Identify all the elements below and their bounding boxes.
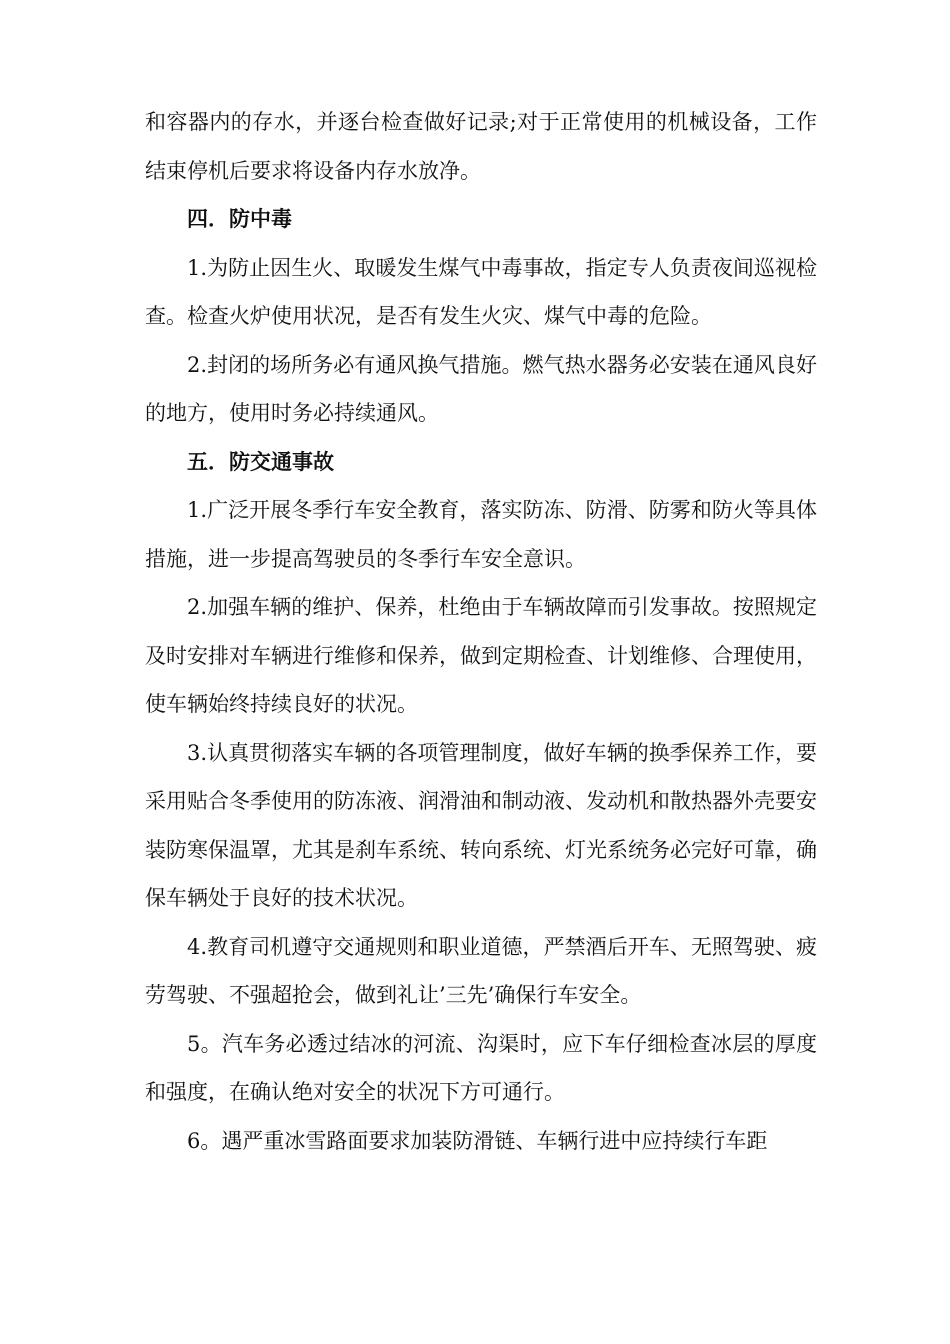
continuation-paragraph: 和容器内的存水，并逐台检查做好记录;对于正常使用的机械设备，工作结束停机后要求将设备内存水放净。 [145,110,817,183]
section-heading-poisoning: 四．防中毒 [187,207,292,231]
section-heading-traffic: 五．防交通事故 [187,449,334,474]
traffic-item-1: 1.广泛开展冬季行车安全教育，落实防冻、防滑、防雾和防火等具体措施，进一步提高驾驶员的冬季行车安全意识。 [145,498,817,571]
traffic-item-5: 5。汽车务必透过结冰的河流、沟渠时，应下车仔细检查冰层的厚度和强度，在确认绝对安全的状况下方可通行。 [145,1031,817,1104]
traffic-item-4: 4.教育司机遵守交通规则和职业道德，严禁酒后开车、无照驾驶、疲劳驾驶、不强超抢会，做到礼让’三先’确保行车安全。 [145,934,817,1007]
traffic-item-3: 3.认真贯彻落实车辆的各项管理制度，做好车辆的换季保养工作，要采用贴合冬季使用的防冻液、润滑油和制动液、发动机和散热器外壳要安装防寒保温罩，尤其是刹车系统、转向系统、灯光系统务必完好可靠，确保车辆处于良好的技术状况。 [145,740,817,910]
document-body [145,98,817,1165]
traffic-item-2: 2.加强车辆的维护、保养，杜绝由于车辆故障而引发事故。按照规定及时安排对车辆进行维修和保养，做到定期检查、计划维修、合理使用，使车辆始终持续良好的状况。 [145,595,817,716]
poisoning-item-1: 1.为防止因生火、取暖发生煤气中毒事故，指定专人负责夜间巡视检查。检查火炉使用状况，是否有发生火灾、煤气中毒的危险。 [145,255,817,328]
traffic-item-6: 6。遇严重冰雪路面要求加装防滑链、车辆行进中应持续行车距 [187,1128,768,1153]
poisoning-item-2: 2.封闭的场所务必有通风换气措施。燃气热水器务必安装在通风良好的地方，使用时务必持续通风。 [145,352,817,425]
